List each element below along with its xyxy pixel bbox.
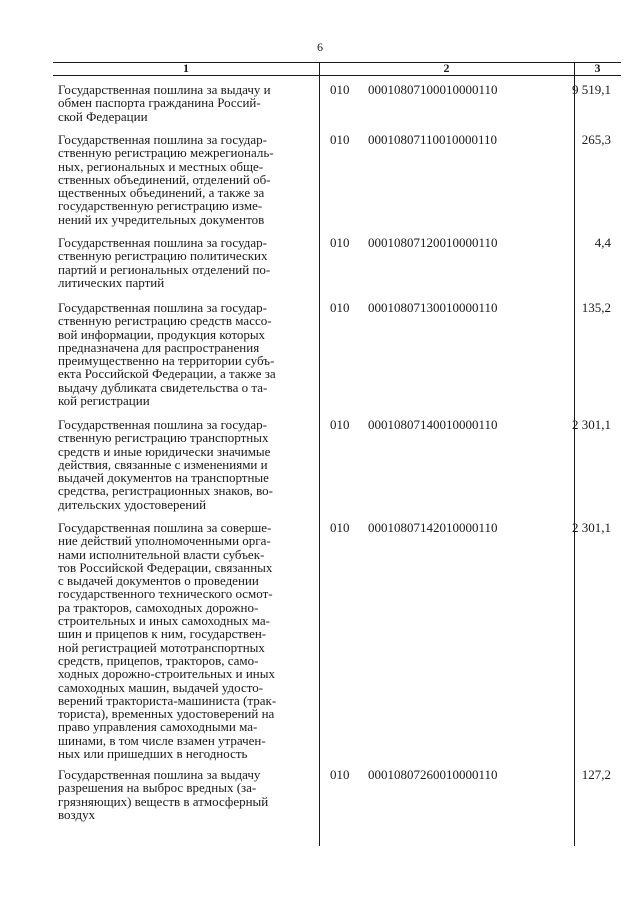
row-budget-code: 00010807130010000110	[368, 300, 498, 315]
row-amount: 4,4	[594, 235, 611, 250]
row-admin-code: 010	[330, 82, 350, 97]
row-admin-code: 010	[330, 767, 350, 782]
page-number: 6	[317, 40, 323, 54]
row-budget-code: 00010807260010000110	[368, 767, 498, 782]
row-admin-code: 010	[330, 417, 350, 432]
row-name: Государственная пошлина за выдачу разрешения на выброс вредных (за- грязняющих) веществ в атмосферный воздух	[58, 767, 269, 822]
row-name: Государственная пошлина за государ- ственную регистрацию политических партий и региональных отделений по- литических партий	[58, 235, 271, 290]
revenue-table	[53, 62, 621, 846]
row-admin-code: 010	[330, 520, 350, 535]
row-name: Государственная пошлина за государ- ственную регистрацию транспортных средств и иные юридически значимые действия, связанные с изменениями и выдачей документов на транспортные средства, регистрационных знаков, во- дительских удостоверений	[58, 417, 273, 512]
header-bottom-rule	[53, 75, 621, 76]
row-name: Государственная пошлина за государ- ственную регистрацию межрегиональ- ных, региональных и местных обще- ственных объединений, отделений об- щественных объединений, а также за государственную регистрацию изме- нений их учредительных документов	[58, 132, 274, 227]
row-admin-code: 010	[330, 132, 350, 147]
row-amount: 135,2	[581, 300, 611, 315]
column-divider-2	[574, 62, 575, 846]
row-amount: 9 519,1	[572, 82, 611, 97]
row-budget-code: 00010807120010000110	[368, 235, 498, 250]
row-name: Государственная пошлина за выдачу и обмен паспорта гражданина Россий- ской Федерации	[58, 82, 271, 124]
row-amount: 2 301,1	[572, 417, 611, 432]
row-name: Государственная пошлина за государ- ственную регистрацию средств массо- вой информации, продукция которых предназначена для распространения преимущественно на территории субъ- екта Российской Федерации, а также за выдачу дубликата свидетельства о та- кой регистрации	[58, 300, 276, 409]
column-divider-1	[319, 62, 320, 846]
row-amount: 265,3	[581, 132, 611, 147]
row-admin-code: 010	[330, 300, 350, 315]
row-admin-code: 010	[330, 235, 350, 250]
row-name: Государственная пошлина за соверше- ние действий уполномоченными орга- нами исполнительной власти субъек- тов Российской Федерации, связанных с выдачей документов о проведении государственного технического осмот- ра тракторов, самоходных дорожно- строительных и иных самоходных ма- шин и прицепов к ним, государствен- ной регистрацией мототранспортных средств, прицепов, тракторов, само- ходных дорожно-строительных и иных самоходных машин, выдачей удосто- верений тракториста-машиниста (трак- ториста), временных удостоверений на право управления самоходными ма- шинами, в том числе взамен утрачен- ных или пришедших в негодность	[58, 520, 277, 762]
header-col-1: 1	[183, 61, 189, 75]
row-amount: 127,2	[581, 767, 611, 782]
row-amount: 2 301,1	[572, 520, 611, 535]
header-col-2: 2	[443, 61, 450, 75]
row-budget-code: 00010807140010000110	[368, 417, 498, 432]
row-budget-code: 00010807100010000110	[368, 82, 498, 97]
row-budget-code: 00010807110010000110	[368, 132, 498, 147]
header-col-3: 3	[594, 61, 601, 75]
row-budget-code: 00010807142010000110	[368, 520, 498, 535]
